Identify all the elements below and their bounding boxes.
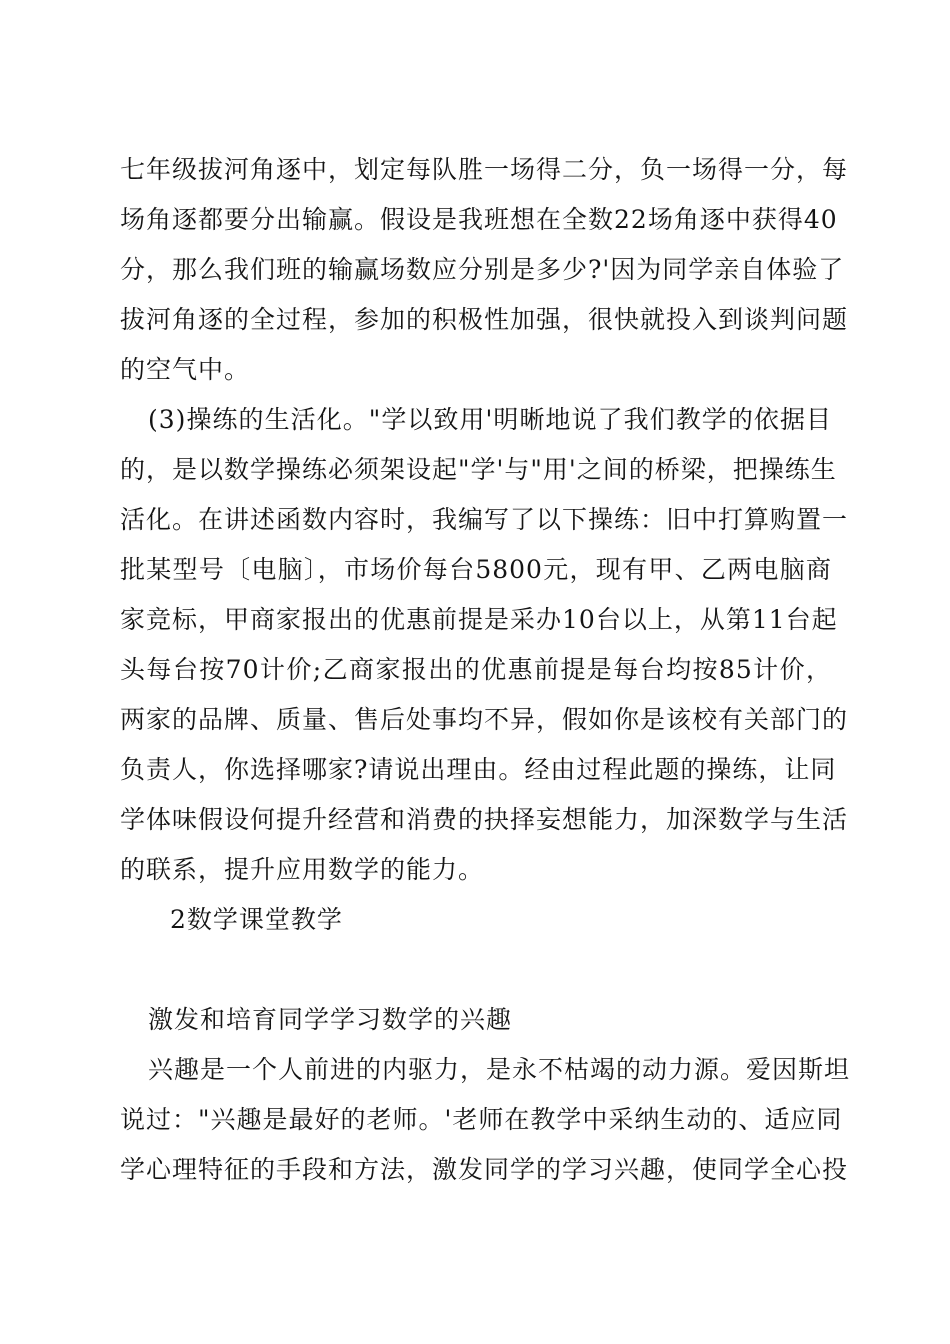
paragraph-line: 两家的品牌、质量、售后处事均不异，假如你是该校有关部门的	[120, 705, 849, 734]
paragraph-line: 分，那么我们班的输赢场数应分别是多少?'因为同学亲自体验了	[120, 255, 845, 284]
paragraph-line: 批某型号〔电脑〕，市场价每台5800元，现有甲、乙两电脑商	[120, 555, 832, 584]
paragraph-line: 的联系，提升应用数学的能力。	[120, 855, 485, 884]
paragraph-line: 七年级拔河角逐中，划定每队胜一场得二分，负一场得一分，每	[120, 155, 849, 184]
paragraph-line: 兴趣是一个人前进的内驱力，是永不枯竭的动力源。爱因斯坦	[148, 1055, 851, 1084]
paragraph-line: 说过："兴趣是最好的老师。'老师在教学中采纳生动的、适应同	[120, 1105, 843, 1134]
section-heading: 2数学课堂教学	[170, 905, 343, 934]
paragraph-line: 负责人，你选择哪家?请说出理由。经由过程此题的操练，让同	[120, 755, 837, 784]
paragraph-line: (3)操练的生活化。"学以致用'明晰地说了我们教学的依据目	[148, 405, 832, 434]
paragraph-line: 拔河角逐的全过程，参加的积极性加强，很快就投入到谈判问题	[120, 305, 849, 334]
paragraph-line: 场角逐都要分出输赢。假设是我班想在全数22场角逐中获得40	[120, 205, 838, 234]
subsection-heading: 激发和培育同学学习数学的兴趣	[148, 1005, 513, 1034]
paragraph-line: 学心理特征的手段和方法，激发同学的学习兴趣，使同学全心投	[120, 1155, 849, 1184]
paragraph-line: 的，是以数学操练必须架设起"学'与"用'之间的桥梁，把操练生	[120, 455, 837, 484]
paragraph-line: 头每台按70计价;乙商家报出的优惠前提是每台均按85计价，	[120, 655, 832, 684]
paragraph-line: 活化。在讲述函数内容时，我编写了以下操练：旧中打算购置一	[120, 505, 849, 534]
paragraph-line: 学体味假设何提升经营和消费的抉择妄想能力，加深数学与生活	[120, 805, 849, 834]
paragraph-line: 家竞标，甲商家报出的优惠前提是采办10台以上，从第11台起	[120, 605, 838, 634]
paragraph-line: 的空气中。	[120, 355, 251, 384]
